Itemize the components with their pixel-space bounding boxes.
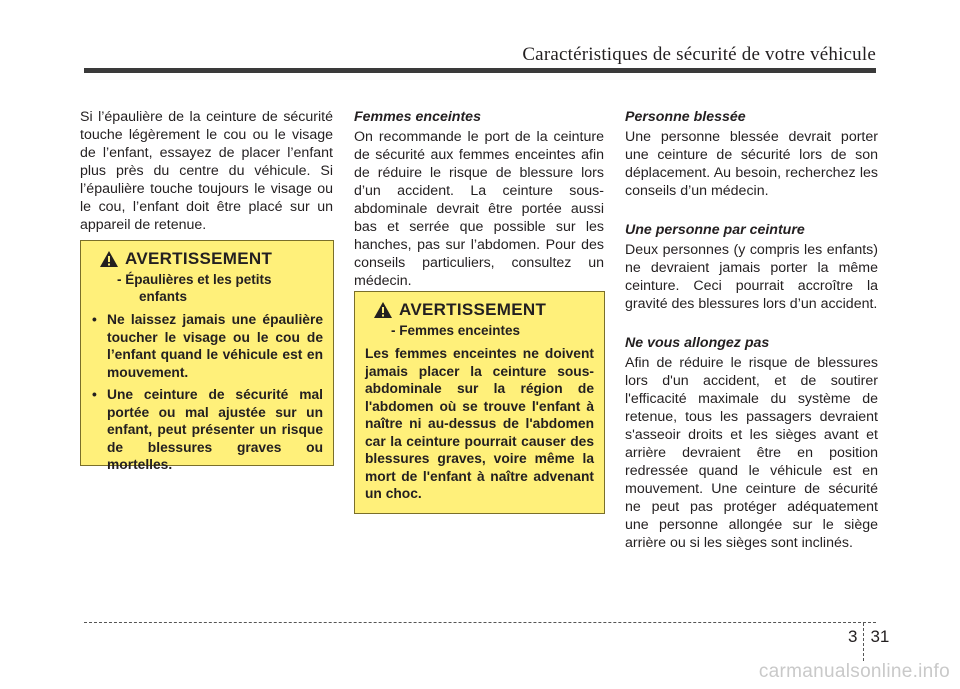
- warning-subtitle-line2: enfants: [139, 289, 188, 304]
- warning-title: AVERTISSEMENT: [399, 300, 547, 319]
- warning-title: AVERTISSEMENT: [125, 249, 273, 268]
- warning-header: [365, 300, 594, 320]
- warning-text: Les femmes enceintes ne doivent jamais placer la ceinture sous-abdominale sur la région de l'abdomen où se trouve l'enfant à naître ni au-dessus de l'abdomen car la ceinture pourrait causer des blessures graves, voire même la mort de l'enfant à naître advenant un choc.: [365, 346, 594, 501]
- do-not-recline-paragraph: Afin de réduire le risque de blessures lors d'un accident, et de soutirer l'efficacité maximale du système de retenue, tous les passagers devraient s'asseoir droits et les sièges avant et arrière devraient être en position redressée quand le véhicule est en mouvement. Une ceinture de sécurité ne peut pas protéger adéquatement une personne allongée sur le siège arrière ou si les sièges sont inclinés.: [625, 355, 878, 551]
- watermark: carmanualsonline.info: [758, 661, 950, 682]
- header-rule: [84, 68, 876, 73]
- column-3: [625, 108, 878, 552]
- warning-box-shoulder-belts: [80, 240, 334, 472]
- section-heading-injured-person: Personne blessée: [625, 109, 746, 125]
- warning-header: [91, 249, 323, 269]
- one-person-per-belt-paragraph: Deux personnes (y compris les enfants) ne devraient jamais porter la même ceinture. Ceci pourrait accroître la gravité des blessures lors d’un accident.: [625, 242, 878, 312]
- warning-list: [91, 311, 323, 474]
- section-heading-do-not-recline: Ne vous allongez pas: [625, 335, 770, 351]
- chapter-number: 3: [848, 627, 858, 646]
- warning-list-item: • Une ceinture de sécurité mal portée ou mal ajustée sur un enfant, peut présenter un risque de blessures graves ou mortelles.: [91, 386, 323, 474]
- injured-person-paragraph: Une personne blessée devrait porter une ceinture de sécurité lors de son déplacement. Au besoin, recherchez les conseils d’un médecin.: [625, 129, 878, 199]
- footer-rule: [84, 622, 876, 623]
- warning-box-pregnant-women: [354, 291, 605, 514]
- column-2: [354, 108, 604, 290]
- page-number: [848, 627, 889, 661]
- section-heading-one-person-per-belt: Une personne par ceinture: [625, 222, 805, 238]
- warning-list-item: • Ne laissez jamais une épaulière toucher le visage ou le cou de l’enfant quand le véhicule est en mouvement.: [91, 311, 323, 381]
- warning-triangle-icon: [373, 301, 393, 319]
- shoulder-belt-paragraph: Si l’épaulière de la ceinture de sécurité touche légèrement le cou ou le visage de l’enfant, essayez de placer l’enfant plus près du centre du véhicule. Si l’épaulière touche toujours le visage ou le cou, l’enfant doit être placé sur un appareil de retenue.: [80, 109, 333, 233]
- warning-subtitle: - Femmes enceintes: [391, 323, 521, 338]
- warning-triangle-icon: [99, 250, 119, 268]
- page-number-value: 31: [870, 627, 890, 646]
- warning-subtitle: [117, 271, 323, 305]
- section-heading-pregnant-women: Femmes enceintes: [354, 109, 481, 125]
- page-header-title: Caractéristiques de sécurité de votre véhicule: [522, 44, 876, 65]
- pregnant-women-paragraph: On recommande le port de la ceinture de sécurité aux femmes enceintes afin de réduire le risque de blessure lors d’un accident. La ceinture sous-abdominale devrait être portée aussi bas et serrée que possible sur les hanches, pas sur l’abdomen. Pour des conseils particuliers, consultez un médecin.: [354, 129, 604, 289]
- column-1: [80, 108, 333, 234]
- warning-subtitle-line1: - Épaulières et les petits: [117, 272, 272, 287]
